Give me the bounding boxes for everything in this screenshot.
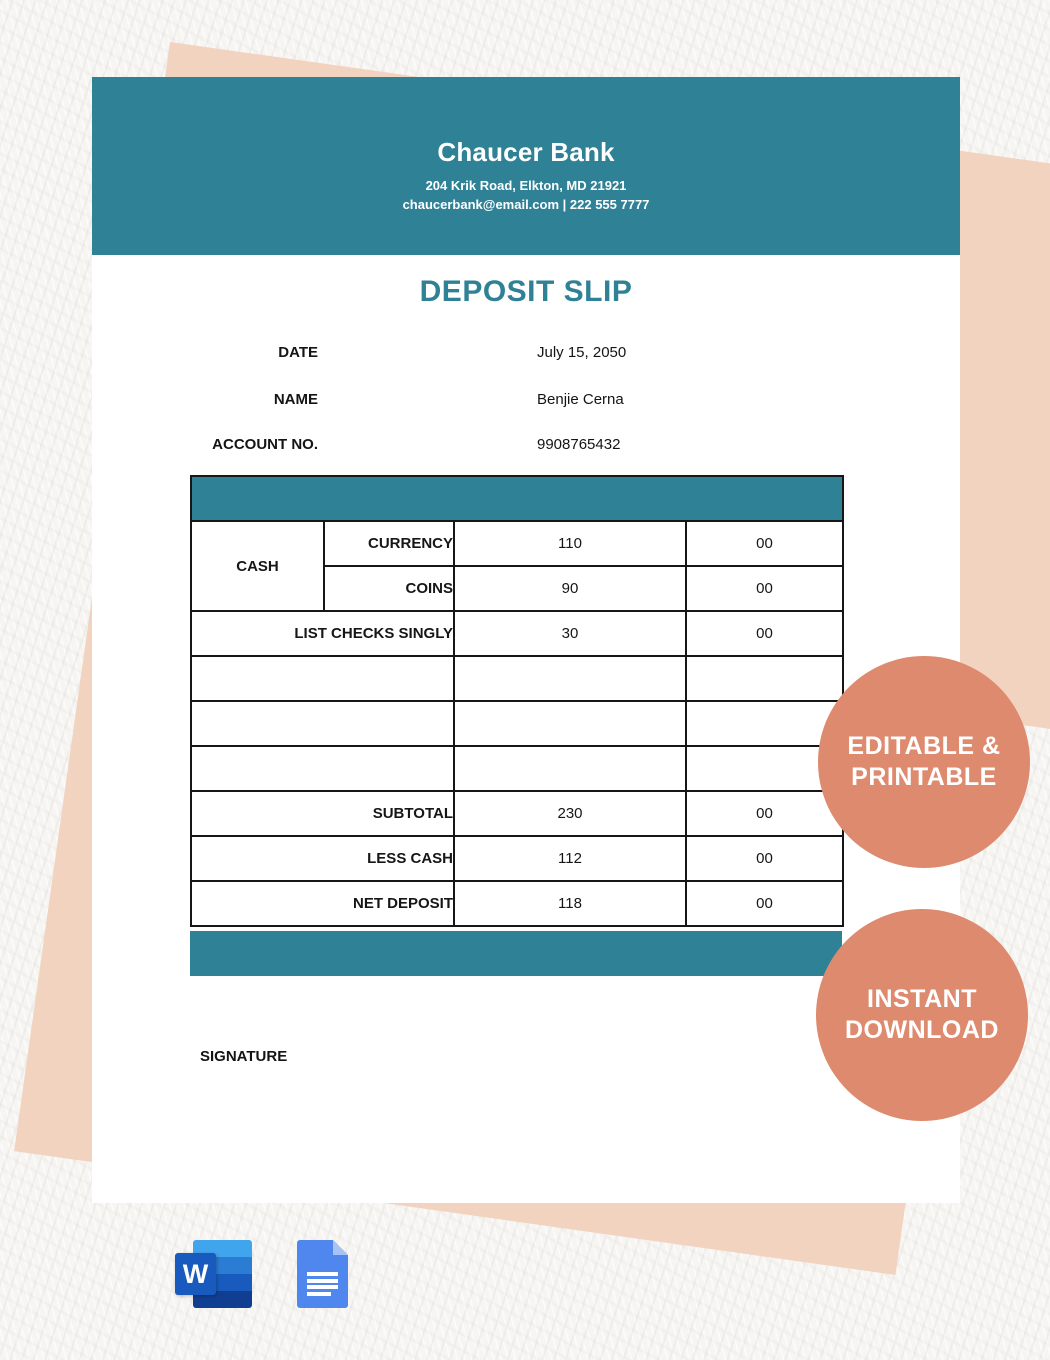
date-value: July 15, 2050 xyxy=(537,344,627,361)
subtotal-cents-cell: 00 xyxy=(686,791,843,836)
less-cash-dollars-cell: 112 xyxy=(454,836,686,881)
bank-address: 204 Krik Road, Elkton, MD 21921 xyxy=(425,178,627,193)
badge-line: DOWNLOAD xyxy=(845,1016,999,1044)
less-cash-cents-cell: 00 xyxy=(686,836,843,881)
table-footer-bar xyxy=(190,931,842,976)
date-label: DATE xyxy=(278,344,318,361)
bank-contact: chaucerbank@email.com | 222 555 7777 xyxy=(402,197,650,212)
table-header-row xyxy=(191,476,843,521)
cash-group-cell: CASH xyxy=(191,521,324,611)
table-row-empty xyxy=(191,701,843,746)
bank-header-band xyxy=(92,77,960,255)
badge-line: EDITABLE & xyxy=(847,732,1001,760)
net-deposit-dollars-cell: 118 xyxy=(454,881,686,926)
checks-cents-cell: 00 xyxy=(686,611,843,656)
subtotal-dollars-cell: 230 xyxy=(454,791,686,836)
badge-line: PRINTABLE xyxy=(851,763,997,791)
empty-label-cell xyxy=(191,701,454,746)
deposit-table xyxy=(190,475,844,927)
coins-label-cell: COINS xyxy=(324,566,454,611)
coins-dollars-cell: 90 xyxy=(454,566,686,611)
badge-line: INSTANT xyxy=(867,985,977,1013)
name-label: NAME xyxy=(273,391,318,408)
checks-dollars-cell: 30 xyxy=(454,611,686,656)
table-row xyxy=(191,521,843,566)
bank-name: Chaucer Bank xyxy=(437,137,615,167)
coins-cents-cell: 00 xyxy=(686,566,843,611)
signature-label: SIGNATURE xyxy=(200,1048,288,1065)
empty-dollars-cell xyxy=(454,656,686,701)
table-row xyxy=(191,881,843,926)
google-docs-icon[interactable] xyxy=(297,1240,348,1308)
empty-cents-cell xyxy=(686,656,843,701)
account-no-label: ACCOUNT NO. xyxy=(212,436,318,453)
page-title: DEPOSIT SLIP xyxy=(419,275,633,308)
instant-download-badge xyxy=(816,909,1028,1121)
table-row xyxy=(191,836,843,881)
deposit-table-section xyxy=(190,475,842,976)
net-deposit-cents-cell: 00 xyxy=(686,881,843,926)
checks-label-cell: LIST CHECKS SINGLY xyxy=(191,611,454,656)
table-row-empty xyxy=(191,656,843,701)
docs-folded-corner xyxy=(333,1240,348,1255)
net-deposit-label-cell: NET DEPOSIT xyxy=(191,881,454,926)
microsoft-word-icon[interactable] xyxy=(175,1240,252,1308)
empty-label-cell xyxy=(191,746,454,791)
account-no-value: 9908765432 xyxy=(537,436,621,453)
currency-cents-cell: 00 xyxy=(686,521,843,566)
empty-label-cell xyxy=(191,656,454,701)
subtotal-label-cell: SUBTOTAL xyxy=(191,791,454,836)
table-row-empty xyxy=(191,746,843,791)
table-row xyxy=(191,791,843,836)
empty-dollars-cell xyxy=(454,701,686,746)
table-row xyxy=(191,611,843,656)
field-row-account xyxy=(92,436,960,456)
editable-printable-badge xyxy=(818,656,1030,868)
table-header-bar xyxy=(191,476,843,521)
currency-dollars-cell: 110 xyxy=(454,521,686,566)
field-row-name xyxy=(92,391,960,411)
less-cash-label-cell: LESS CASH xyxy=(191,836,454,881)
empty-dollars-cell xyxy=(454,746,686,791)
field-row-date xyxy=(92,344,960,364)
word-letter-badge: W xyxy=(175,1253,216,1295)
name-value: Benjie Cerna xyxy=(537,391,624,408)
currency-label-cell: CURRENCY xyxy=(324,521,454,566)
